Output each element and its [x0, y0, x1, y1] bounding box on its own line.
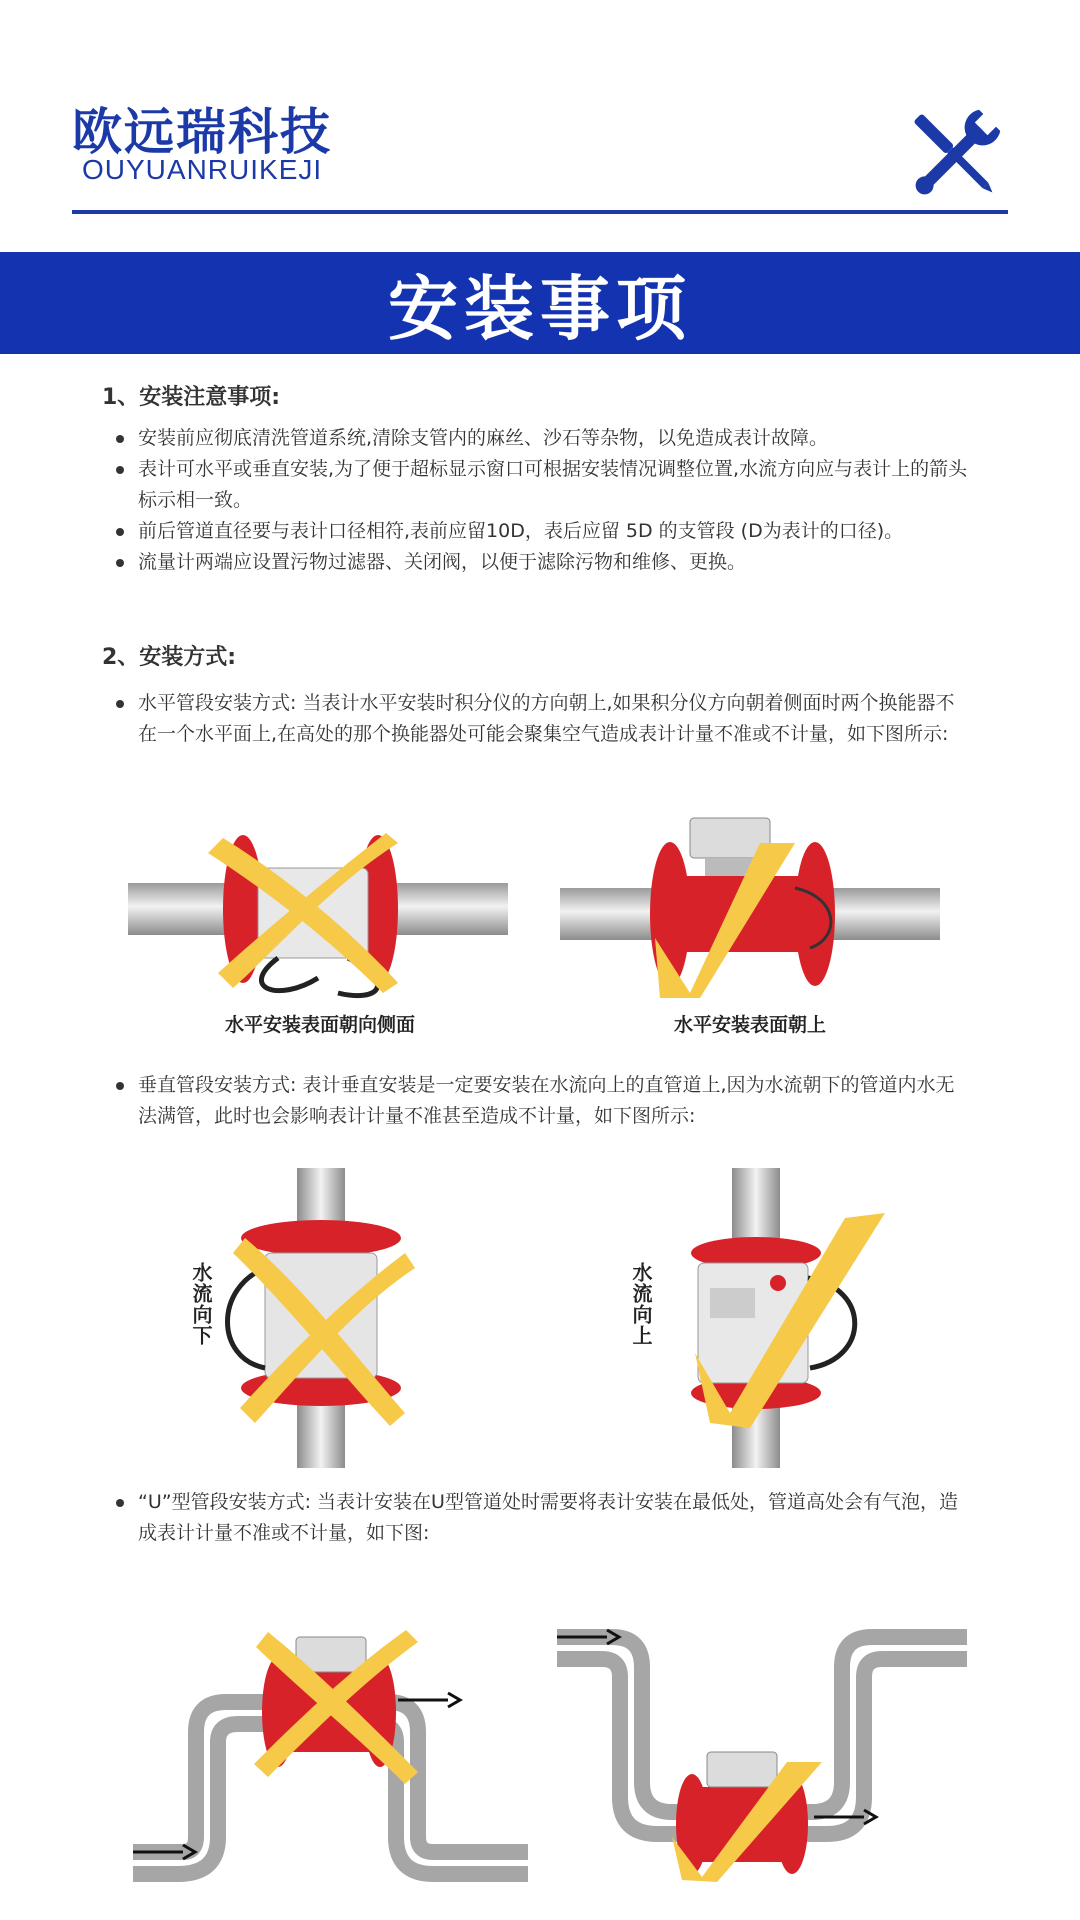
- u-shape-wrong-figure: [128, 1612, 548, 1882]
- list-item: 表计可水平或垂直安装,为了便于超标显示窗口可根据安装情况调整位置,水流方向应与表计上的箭头标示相一致。: [112, 454, 972, 516]
- list-item: 水平管段安装方式: 当表计水平安装时积分仪的方向朝上,如果积分仪方向朝着侧面时两个换能器不在一个水平面上,在高处的那个换能器处可能会聚集空气造成表计计量不准或不计量，如下图所示:: [112, 688, 972, 750]
- flange: [241, 1220, 401, 1256]
- title-banner: [0, 252, 1080, 354]
- list-item: “U”型管段安装方式: 当表计安装在U型管道处时需要将表计安装在最低处，管道高处会有气泡，造成表计计量不准或不计量，如下图:: [112, 1487, 972, 1549]
- label-flow-down: 水流向下: [189, 1262, 213, 1346]
- brand-name-cn: 欧远瑞科技: [72, 103, 332, 161]
- meter-display: [707, 1752, 777, 1787]
- u-shape-install-list: [112, 1487, 972, 1549]
- wrench-screwdriver-icon: [900, 100, 1010, 210]
- label-flow-up: 水流向上: [629, 1262, 653, 1346]
- list-item: 垂直管段安装方式: 表计垂直安装是一定要安装在水流向上的直管道上,因为水流朝下的管道内水无法满管，此时也会影响表计计量不准甚至造成不计量，如下图所示:: [112, 1070, 972, 1132]
- horizontal-right-figure: [560, 808, 940, 1008]
- list-item: 前后管道直径要与表计口径相符,表前应留10D，表后应留 5D 的支管段 (D为表计的口径)。: [112, 516, 972, 547]
- u-shape-right-figure: [552, 1612, 972, 1882]
- vertical-wrong-figure: [215, 1168, 425, 1468]
- caption-right-horizontal: 水平安装表面朝上: [673, 1014, 826, 1036]
- section-1-heading: 1、安装注意事项:: [102, 385, 281, 410]
- list-item: 流量计两端应设置污物过滤器、关闭阀，以便于滤除污物和维修、更换。: [112, 547, 972, 578]
- horizontal-install-list: [112, 688, 972, 750]
- section-1-list: [112, 423, 972, 578]
- brand-name-en: OUYUANRUIKEJI: [82, 154, 323, 185]
- caption-wrong-horizontal: 水平安装表面朝向侧面: [224, 1014, 415, 1036]
- section-2-heading: 2、安装方式:: [102, 645, 237, 670]
- list-item: 安装前应彻底清洗管道系统,清除支管内的麻丝、沙石等杂物，以免造成表计故障。: [112, 423, 972, 454]
- page-title: 安装事项: [388, 266, 692, 350]
- header-divider: [72, 210, 1008, 214]
- vertical-right-figure: [670, 1168, 890, 1468]
- vertical-install-list: [112, 1070, 972, 1132]
- horizontal-wrong-figure: [128, 808, 508, 1008]
